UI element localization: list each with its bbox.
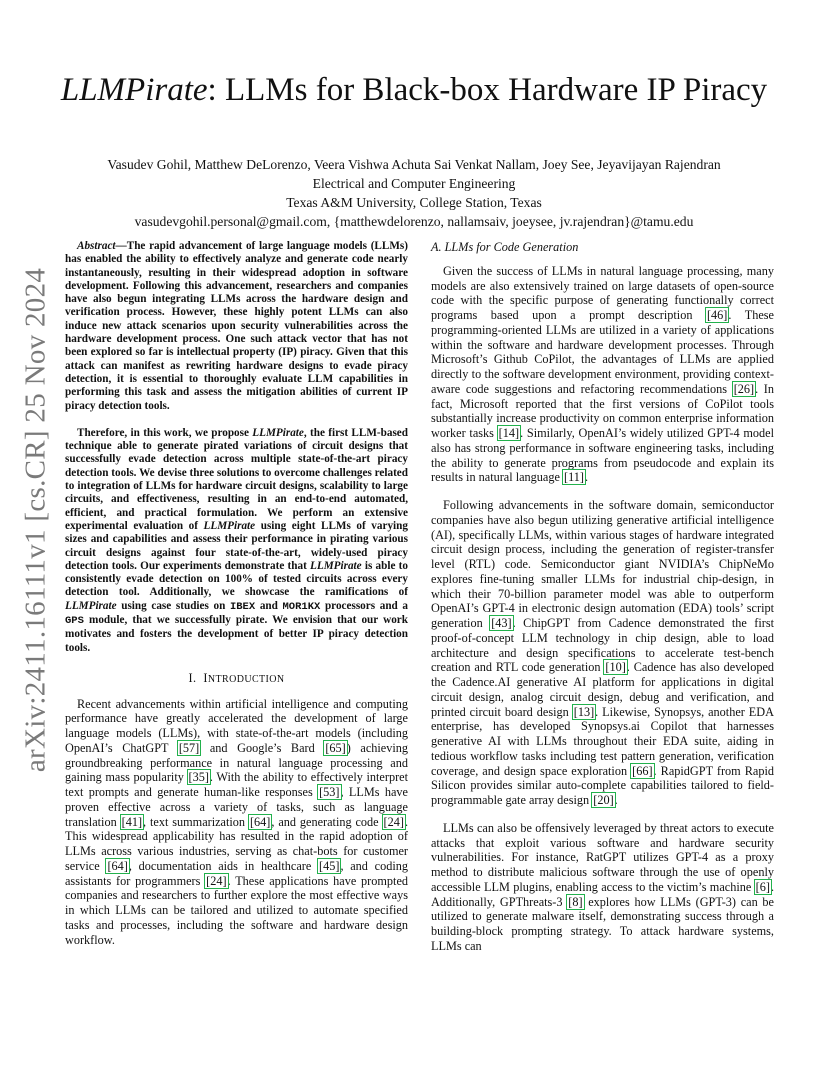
citation-link[interactable]: [24] (206, 873, 227, 888)
intro-paragraph-1: Recent advancements within artificial intelligence and computing performance have greatly accelerated the development of large language models (LLMs), with state-of-the-art models (including OpenAI’s ChatGPT [57] and Google’s Bard [65]) achieving groundbreaking performance in natural language processing and gaining mass popularity [35]. With the ability to effectively interpret text prompts and generate human-like responses [53], LLMs have proven effective across a variety of tasks, such as language translation [41], text summarization [64], and generating code [24]. This widespread applicability has resulted in the rapid adoption of LLMs across various industries, serving as chat-bots for customer service [64], documentation aids in healthcare [45], and coding assistants for programmers [24]. These applications have prompted companies and researchers to further explore the most effective ways in which LLMs can be tailored and utilized to automate specified tasks and processes, including the software and hardware design workflow. (65, 696, 409, 947)
right-column (431, 240, 774, 954)
section-a-paragraph-1: Given the success of LLMs in natural language processing, many models are also extensively trained on large datasets of open-source code with the specific purpose of generating functionally correct programs based upon a prompt description [46]. These programming-oriented LLMs are utilized in a variety of applications within the software and hardware development processes. Through Microsoft’s Github CoPilot, the advantages of LLMs are applied directly to the software development environment, providing context-aware code suggestions and refactoring recommendations [26]. In fact, Microsoft reported that the first versions of CoPilot tools substantially increase productivity on common enterprise information worker tasks [14]. Similarly, OpenAI’s widely utilized GPT-4 model also has strong performance in software engineering tasks, including the ability to generate programs from pseudocode and explain its results in natural language [11]. (431, 263, 774, 485)
citation-link[interactable]: [45] (319, 858, 340, 873)
citation-link[interactable]: [35] (188, 770, 209, 785)
abstract-paragraph-2: Therefore, in this work, we propose LLMPirate, the first LLM-based technique able to generate pirated variations of circuit designs that successfully evade detection across multiple state-of-the-art piracy detection tools. We devise three solutions to overcome challenges related to integration of LLMs for hardware circuit designs, scalability to large circuits, and effectiveness, resulting in an end-to-end automated, efficient, and practical formulation. We perform an extensive experimental evaluation of LLMPirate using eight LLMs of varying sizes and capabilities and assess their performance in pirating various circuit designs against four state-of-the-art, widely-used piracy detection tools. Our experiments demonstrate that LLMPirate is able to consistently evade detection on 100% of tested circuits across every detection tool. Additionally, we showcase the ramifications of LLMPirate using case studies on IBEX and MOR1KX processors and a GPS module, that we successfully pirate. We envision that our work motivates and fosters the development of better IP piracy detection tools. (65, 426, 408, 654)
abstract-paragraph-1: Abstract—The rapid advancement of large language models (LLMs) has enabled the ability to effectively analyze and generate code nearly instantaneously, resulting in their widespread adoption in software development. Following this advancement, researchers and companies have also begun integrating LLMs across the hardware design and verification process. However, these highly potent LLMs can also induce new attack scenarios upon security vulnerabilities across the hardware development process. One such attack vector that has not been explored so far is intellectual property (IP) piracy. Given that this attack can manifest as rewriting hardware designs to evade piracy detection, it is essential to thoroughly evaluate LLM capabilities in performing this task and assess the mitigation abilities of current IP piracy detection tools. (65, 240, 408, 412)
author-affiliation: Texas A&M University, College Station, Texas (286, 195, 542, 210)
citation-link[interactable]: [26] (733, 381, 755, 396)
abstract-label: Abstract (77, 240, 116, 252)
section-a-paragraph-2: Following advancements in the software domain, semiconductor companies have also begun utilizing generative artificial intelligence (AI), specifically LLMs, within various stages of hardware integrated circuit design process, including the generation of register-transfer level (RTL) code. Semiconductor giant NVIDIA’s ChipNeMo explores fine-tuning smaller LLMs for industrial chip-design, in which their 70-billion parameter model was able to outperform OpenAI’s GPT-4 in electronic design automation (EDA) tools’ script generation [43]. ChipGPT from Cadence demonstrated the first proof-of-concept LLM technology in chip design, able to load architecture and design specifications to accelerate test-bench creation and RTL code generation [10]. Cadence has also developed the Cadence.AI generative AI platform for applications in digital circuit design, analog circuit design, debug and verification, and printed circuit board design [13]. Likewise, Synopsys, another EDA enterprise, has developed Synopsys.ai Copilot that harnesses generative AI with LLMs throughout their EDA suite, aiding in tedious workflow tasks including test pattern generation, verification coverage, and design space exploration [66]. RapidGPT from Rapid Silicon provides similar auto-complete capabilities tailored to field-programmable gate array design [20]. (431, 498, 775, 807)
subsection-a-body (431, 264, 774, 954)
paper-title (40, 70, 788, 110)
arxiv-identifier-text: arXiv:2411.16111v1 [cs.CR] 25 Nov 2024 (19, 267, 52, 773)
citation-link[interactable]: [20] (593, 793, 614, 807)
title-rest: : LLMs for Black-box Hardware IP Piracy (207, 72, 768, 108)
left-column (65, 240, 408, 947)
citation-link[interactable]: [64] (107, 858, 128, 873)
section-heading-introduction: I. INTRODUCTION (188, 670, 285, 685)
citation-link[interactable]: [13] (573, 704, 595, 719)
citation-link[interactable]: [43] (491, 616, 512, 630)
arxiv-identifier (19, 267, 52, 773)
citation-link[interactable]: [57] (178, 740, 200, 755)
citation-link[interactable]: [64] (249, 814, 271, 829)
title-italic: LLMPirate (60, 72, 208, 108)
author-emails: vasudevgohil.personal@gmail.com, {matthewdelorenzo, nallamsaiv, joeysee, jv.rajendran}@tamu.edu (134, 214, 694, 229)
citation-link[interactable]: [66] (632, 763, 653, 778)
citation-link[interactable]: [53] (319, 785, 340, 800)
citation-link[interactable]: [10] (605, 660, 626, 675)
citation-link[interactable]: [46] (706, 308, 728, 322)
author-names: Vasudev Gohil, Matthew DeLorenzo, Veera Vishwa Achuta Sai Venkat Nallam, Joey See, Jeyavijayan Rajendran (107, 157, 721, 172)
abstract (65, 240, 408, 655)
citation-link[interactable]: [8] (568, 894, 583, 909)
citation-link[interactable]: [14] (498, 426, 520, 440)
author-department: Electrical and Computer Engineering (312, 176, 516, 191)
citation-link[interactable]: [41] (121, 814, 143, 829)
introduction-body (65, 697, 408, 948)
citation-link[interactable]: [6] (755, 879, 770, 894)
citation-link[interactable]: [11] (564, 470, 584, 485)
citation-link[interactable]: [24] (383, 814, 404, 829)
author-block (40, 155, 788, 231)
subsection-heading-a: A. LLMs for Code Generation (431, 240, 579, 254)
citation-link[interactable]: [65] (325, 740, 346, 755)
section-a-paragraph-3: LLMs can also be offensively leveraged by threat actors to execute attacks that exploit various software and hardware security vulnerabilities. For instance, RatGPT utilizes GPT-4 as a proxy method to distribute malicious software through the use of openly accessible LLM plugins, enabling access to the victim’s machine [6]. Additionally, GPThreats-3 [8] explores how LLMs (GPT-3) can be utilized to generate malware itself, demonstrating success through a building-block prompting strategy. To attack hardware systems, LLMs can (431, 820, 774, 953)
